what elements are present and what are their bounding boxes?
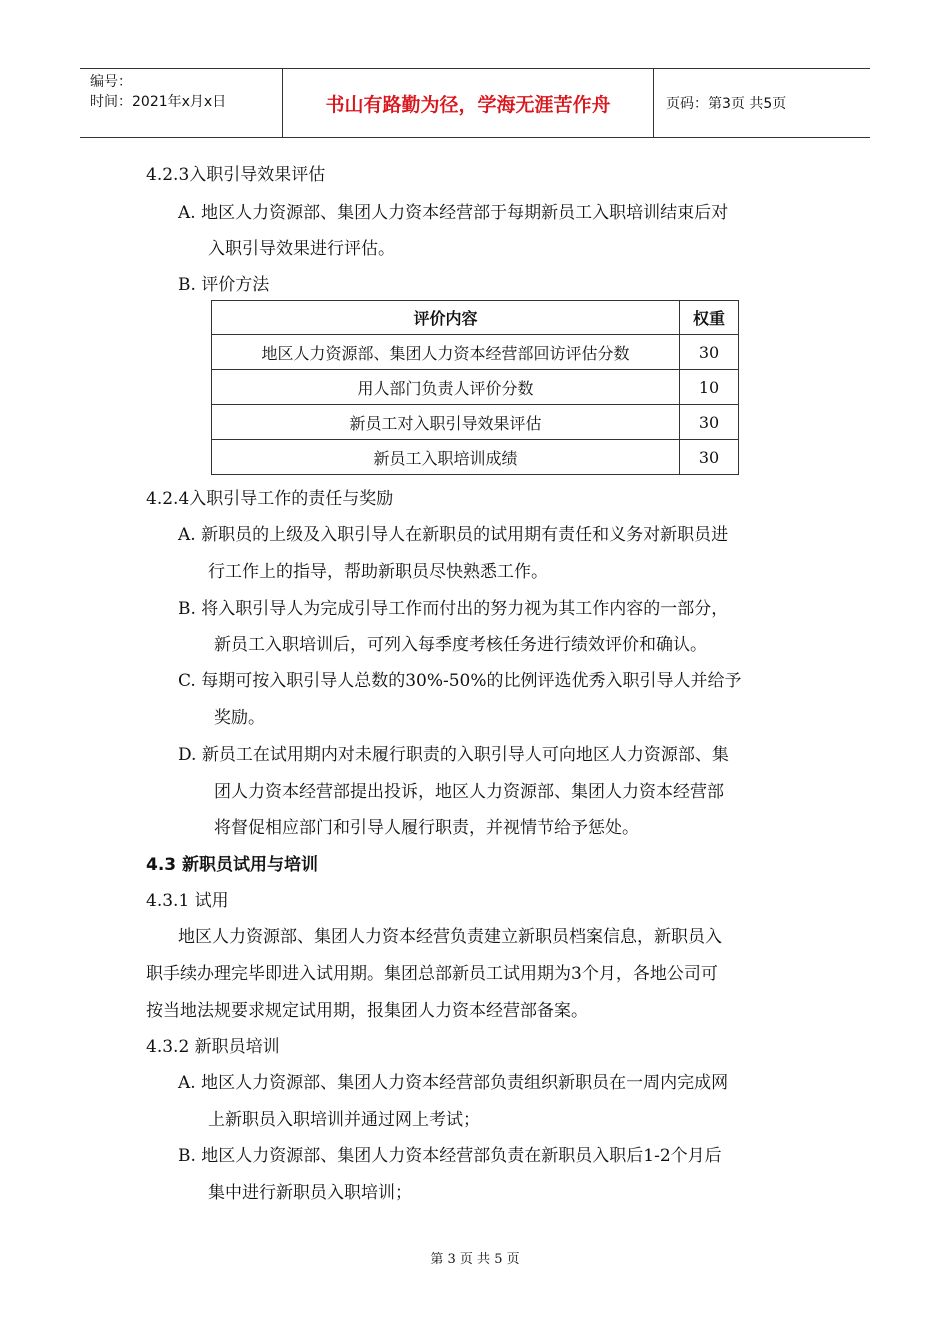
table-header-content: 评价内容 — [212, 301, 680, 335]
header-meta — [80, 69, 282, 137]
s424-d-line3: 将督促相应部门和引导人履行职责，并视情节给予惩处。 — [214, 818, 639, 838]
evaluation-table — [211, 300, 739, 475]
table-cell: 30 — [680, 440, 739, 475]
page-header — [80, 68, 870, 138]
table-cell: 30 — [680, 335, 739, 370]
doc-date-label: 时间：2021年x月x日 — [90, 94, 227, 110]
table-cell: 地区人力资源部、集团人力资本经营部回访评估分数 — [212, 335, 680, 370]
table-header-weight: 权重 — [680, 301, 739, 335]
s424-a-line1: A. 新职员的上级及入职引导人在新职员的试用期有责任和义务对新职员进 — [178, 525, 729, 545]
table-row — [212, 335, 739, 370]
table-cell: 新员工入职培训成绩 — [212, 440, 680, 475]
s424-d-line1: D. 新员工在试用期内对未履行职责的入职引导人可向地区人力资源部、集 — [178, 745, 729, 765]
table-row — [212, 405, 739, 440]
page-footer: 第 3 页 共 5 页 — [430, 1252, 520, 1267]
section-4-3-1-title: 4.3.1 试用 — [146, 891, 229, 911]
s424-b-line1: B. 将入职引导人为完成引导工作而付出的努力视为其工作内容的一部分， — [178, 599, 729, 619]
table-cell: 用人部门负责人评价分数 — [212, 370, 680, 405]
s424-c-line2: 奖励。 — [214, 708, 265, 728]
section-4-3-2-title: 4.3.2 新职员培训 — [146, 1037, 280, 1057]
table-header-row — [212, 301, 739, 335]
section-4-3-title: 4.3 新职员试用与培训 — [146, 855, 319, 875]
s431-para-line2: 职手续办理完毕即进入试用期。集团总部新员工试用期为3个月，各地公司可 — [146, 964, 718, 984]
s431-para-line3: 按当地法规要求规定试用期，报集团人力资本经营部备案。 — [146, 1001, 588, 1021]
s424-b-line2: 新员工入职培训后，可列入每季度考核任务进行绩效评价和确认。 — [214, 635, 707, 655]
table-cell: 10 — [680, 370, 739, 405]
s432-b-line1: B. 地区人力资源部、集团人力资本经营部负责在新职员入职后1-2个月后 — [178, 1146, 722, 1166]
s424-d-line2: 团人力资本经营部提出投诉，地区人力资源部、集团人力资本经营部 — [214, 782, 724, 802]
s432-a-line2: 上新职员入职培训并通过网上考试； — [208, 1110, 480, 1130]
s432-a-line1: A. 地区人力资源部、集团人力资本经营部负责组织新职员在一周内完成网 — [178, 1073, 729, 1093]
table-cell: 新员工对入职引导效果评估 — [212, 405, 680, 440]
s423-a-line2: 入职引导效果进行评估。 — [208, 239, 395, 259]
s424-a-line2: 行工作上的指导，帮助新职员尽快熟悉工作。 — [208, 562, 548, 582]
doc-number-label: 编号： — [90, 74, 132, 90]
s423-b: B. 评价方法 — [178, 275, 270, 295]
section-4-2-4-title: 4.2.4入职引导工作的责任与奖励 — [146, 489, 394, 509]
table-row — [212, 370, 739, 405]
s431-para-line1: 地区人力资源部、集团人力资本经营负责建立新职员档案信息，新职员入 — [178, 927, 722, 947]
header-page-info: 页码：第3页 共5页 — [666, 96, 787, 112]
s423-a-line1: A. 地区人力资源部、集团人力资本经营部于每期新员工入职培训结束后对 — [178, 203, 729, 223]
section-4-2-3-title: 4.2.3入职引导效果评估 — [146, 165, 326, 185]
table-row — [212, 440, 739, 475]
header-motto: 书山有路勤为径，学海无涯苦作舟 — [282, 69, 654, 137]
table-cell: 30 — [680, 405, 739, 440]
s432-b-line2: 集中进行新职员入职培训； — [208, 1183, 412, 1203]
s424-c-line1: C. 每期可按入职引导人总数的30%-50%的比例评选优秀入职引导人并给予 — [178, 671, 742, 691]
